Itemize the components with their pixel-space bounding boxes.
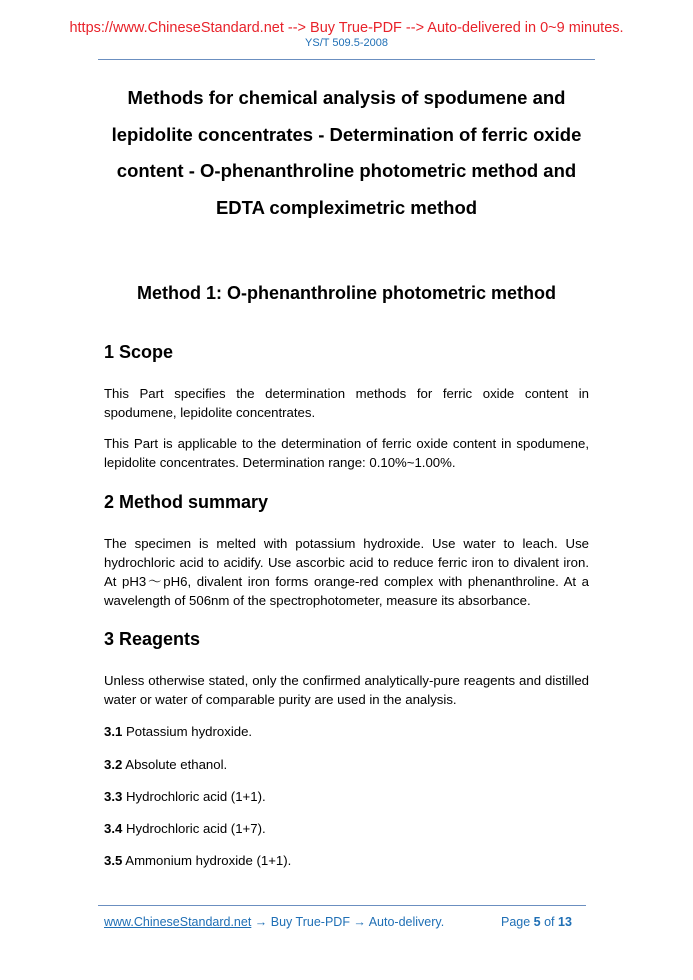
- reagent-number: 3.3: [104, 789, 123, 804]
- footer-buy-text: Buy True-PDF: [270, 915, 350, 929]
- reagent-number: 3.4: [104, 821, 123, 836]
- title-line: Methods for chemical analysis of spodumene and: [127, 87, 566, 108]
- footer-delivery-text: Auto-delivery.: [368, 915, 445, 929]
- reagent-number: 3.5: [104, 853, 123, 868]
- section-heading-summary: 2 Method summary: [104, 492, 269, 512]
- reagent-item: [104, 819, 266, 838]
- footer-links: [104, 915, 444, 929]
- title-line: content - O-phenanthroline photometric method and: [116, 160, 577, 181]
- page-current: 5: [533, 915, 541, 929]
- page-label: Page: [501, 915, 534, 929]
- arrow-icon: →: [349, 915, 369, 929]
- title-line: EDTA compleximetric method: [215, 196, 478, 218]
- reagent-number: 3.2: [104, 757, 123, 772]
- reagent-text: Ammonium hydroxide (1+1).: [122, 853, 292, 868]
- reagent-item: [104, 787, 266, 806]
- source-banner[interactable]: https://www.ChineseStandard.net --> Buy True-PDF --> Auto-delivered in 0~9 minutes.: [69, 20, 624, 36]
- page-total: 13: [558, 915, 572, 929]
- reagent-item: [104, 851, 291, 870]
- document-title: [100, 80, 593, 226]
- reagent-text: Absolute ethanol.: [122, 757, 228, 772]
- header-divider: [98, 59, 595, 60]
- title-line: lepidolite concentrates - Determination of ferric oxide: [111, 123, 582, 145]
- reagent-text: Hydrochloric acid (1+7).: [122, 821, 266, 836]
- summary-paragraph: The specimen is melted with potassium hydroxide. Use water to leach. Use hydrochloric acid to acidify. Use ascorbic acid to reduce ferric iron to divalent iron. At pH3～pH6, divalent iron forms orange-red complex with phenanthroline. At a wavelength of 506nm of the spectrophotometer, measure its absorbance.: [104, 536, 589, 608]
- reagent-item: [104, 755, 227, 774]
- section-heading-scope: 1 Scope: [104, 342, 174, 362]
- standard-code: YS/T 509.5-2008: [305, 37, 388, 49]
- reagent-item: [104, 722, 252, 741]
- arrow-icon: →: [251, 915, 271, 929]
- scope-paragraph-2: This Part is applicable to the determination of ferric oxide content in spodumene, lepidolite concentrates. Determination range: 0.10%~1.00%.: [104, 436, 589, 470]
- section-heading-reagents: 3 Reagents: [104, 629, 201, 649]
- reagents-paragraph: Unless otherwise stated, only the confirmed analytically-pure reagents and distilled water or water of comparable purity are used in the analysis.: [104, 673, 589, 707]
- page-indicator: [501, 915, 572, 929]
- method-title: Method 1: O-phenanthroline photometric method: [137, 283, 556, 303]
- footer-site-link[interactable]: www.ChineseStandard.net: [104, 915, 252, 929]
- footer-divider: [98, 905, 586, 906]
- scope-paragraph-1: This Part specifies the determination methods for ferric oxide content in spodumene, lepidolite concentrates.: [104, 386, 589, 420]
- reagent-text: Hydrochloric acid (1+1).: [122, 789, 266, 804]
- page-of: of: [540, 915, 558, 929]
- reagent-text: Potassium hydroxide.: [122, 724, 253, 739]
- reagent-number: 3.1: [104, 724, 123, 739]
